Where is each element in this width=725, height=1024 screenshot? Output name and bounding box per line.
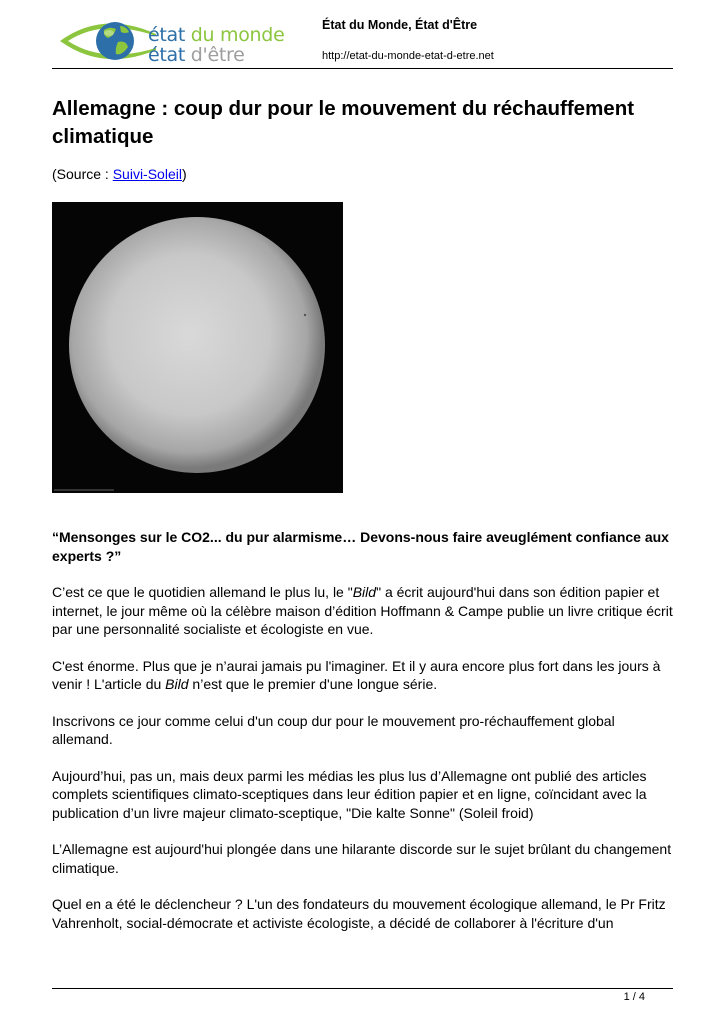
paragraph-1: C’est ce que le quotidien allemand le plus lu, le "Bild" a écrit aujourd'hui dans son édition papier et internet, le jour même où la célèbre maison d’édition Hoffmann & Campe publie un livre critique écrit par une personnalité socialiste et écologiste en vue. <box>52 584 673 637</box>
page-number: 1 / 4 <box>623 991 645 1003</box>
lead-quote: “Mensonges sur le CO2... du pur alarmisme… Devons-nous faire aveuglément confiance aux experts ?” <box>52 529 669 564</box>
logo-text-line1: état du monde <box>148 24 285 46</box>
site-title: État du Monde, État d'Être <box>322 18 478 32</box>
paragraph-5: L’Allemagne est aujourd'hui plongée dans une hilarante discorde sur le sujet brûlant du changement climatique. <box>52 841 672 876</box>
logo-text-line2: état d'être <box>148 44 245 66</box>
footer-divider <box>52 988 673 989</box>
source-line <box>52 166 187 182</box>
source-suffix: ) <box>181 166 187 182</box>
paragraph-6: Quel en a été le déclencheur ? L'un des fondateurs du mouvement écologique allemand, le Pr Fritz Vahrenholt, social-démocrate et activiste écologiste, a décidé de collaborer à l'écriture d'un <box>52 896 666 931</box>
sun-image <box>52 202 343 493</box>
eye-globe-icon <box>58 14 158 68</box>
source-link[interactable]: Suivi-Soleil <box>112 166 182 182</box>
header-divider <box>52 68 673 69</box>
paragraph-4: Aujourd’hui, pas un, mais deux parmi les médias les plus lus d’Allemagne ont publié des articles complets scientifiques climato-sceptiques dans leur édition papier et en ligne, coïncidant avec la publication d’un livre majeur climato-sceptique, "Die kalte Sonne" (Soleil froid) <box>52 767 647 821</box>
paragraph-2: C'est énorme. Plus que je n’aurai jamais pu l'imaginer. Et il y aura encore plus fort dans les jours à venir ! L'article du Bild n’est que le premier d'une longue série. <box>52 657 661 692</box>
site-logo[interactable] <box>58 14 290 68</box>
paragraph-3: Inscrivons ce jour comme celui d'un coup dur pour le mouvement pro-réchauffement global allemand. <box>52 712 615 747</box>
source-prefix: (Source : <box>52 166 113 182</box>
article-title: Allemagne : coup dur pour le mouvement du réchauffement climatique <box>52 97 635 148</box>
article-body <box>52 528 677 950</box>
site-url: http://etat-du-monde-etat-d-etre.net <box>322 50 494 62</box>
